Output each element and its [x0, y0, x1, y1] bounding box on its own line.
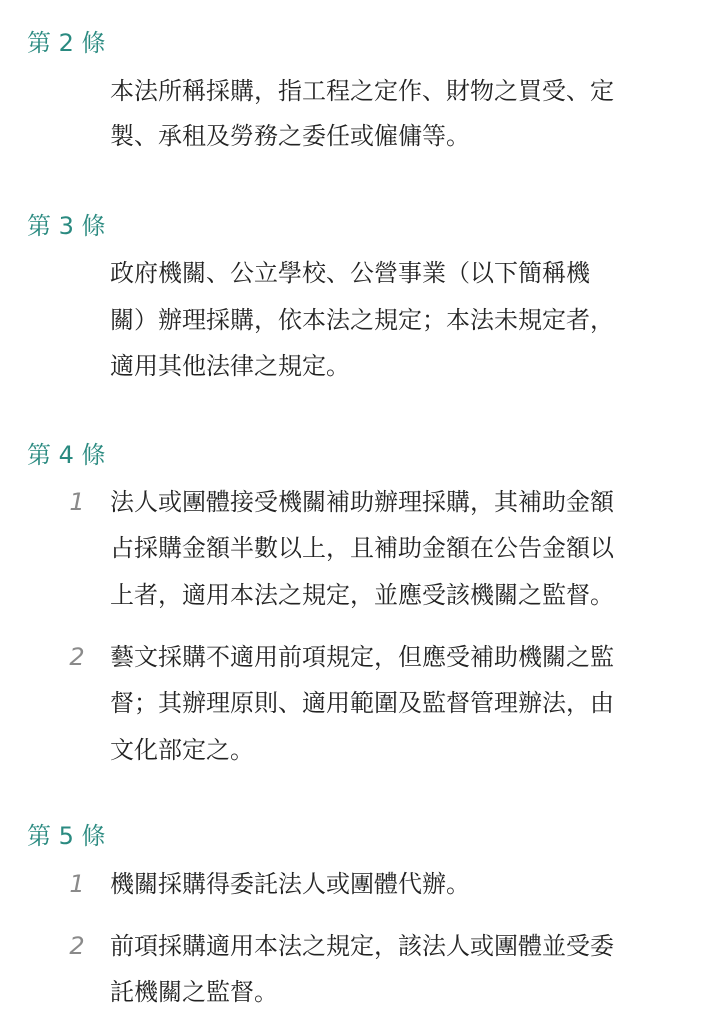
paragraph-line: 文化部定之。: [110, 736, 254, 764]
paragraph-line: 政府機關、公立學校、公營事業（以下簡稱機: [110, 259, 590, 287]
paragraph-line: 製、承租及勞務之委任或僱傭等。: [110, 122, 470, 150]
paragraph-number: 2: [69, 932, 85, 960]
paragraph-line: 本法所稱採購，指工程之定作、財物之買受、定: [110, 77, 614, 105]
paragraph-number: 2: [69, 643, 85, 671]
paragraph-line: 機關採購得委託法人或團體代辦。: [110, 870, 470, 898]
paragraph-number: 1: [69, 870, 85, 898]
paragraph-line: 督；其辦理原則、適用範圍及監督管理辦法，由: [110, 689, 614, 717]
paragraph-number: 1: [69, 488, 85, 516]
article-title: 第 5 條: [27, 822, 106, 850]
paragraph-line: 上者，適用本法之規定，並應受該機關之監督。: [110, 581, 614, 609]
paragraph-line: 法人或團體接受機關補助辦理採購，其補助金額: [110, 488, 614, 516]
paragraph-line: 關）辦理採購，依本法之規定；本法未規定者，: [110, 306, 614, 334]
article-title: 第 4 條: [27, 441, 106, 469]
paragraph-line: 適用其他法律之規定。: [110, 352, 350, 380]
paragraph-line: 前項採購適用本法之規定，該法人或團體並受委: [110, 932, 614, 960]
article-title: 第 3 條: [27, 212, 106, 240]
article-title: 第 2 條: [27, 29, 106, 57]
paragraph-line: 占採購金額半數以上，且補助金額在公告金額以: [110, 534, 614, 562]
paragraph-line: 託機關之監督。: [110, 978, 278, 1006]
paragraph-line: 藝文採購不適用前項規定，但應受補助機關之監: [110, 643, 614, 671]
